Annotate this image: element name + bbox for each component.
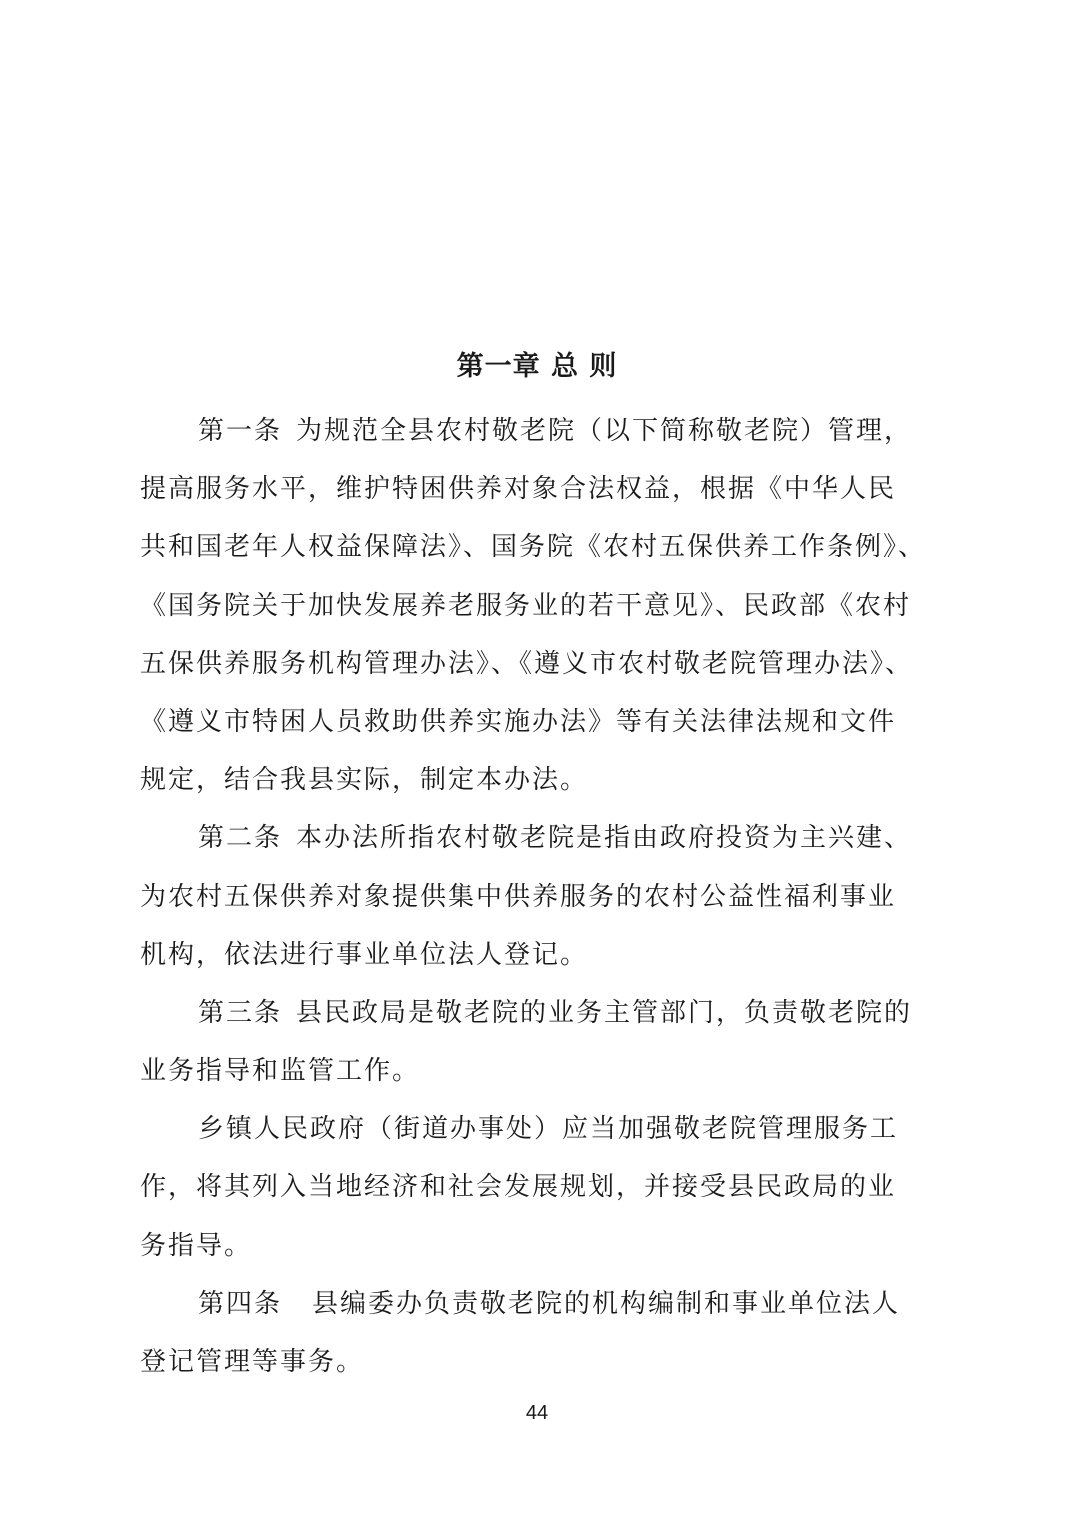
- page-number: 44: [525, 1402, 549, 1424]
- article-3-label: 第三条: [198, 997, 283, 1028]
- article-3-para-2-line-3: 务指导。: [140, 1230, 253, 1261]
- article-1-line-3: 共和国老年人权益保障法》、国务院《农村五保供养工作条例》、: [140, 532, 927, 563]
- article-1-line-7: 规定，结合我县实际，制定本办法。: [140, 765, 589, 796]
- article-3-line-1: 第三条 县民政局是敬老院的业务主管部门，负责敬老院的: [198, 997, 913, 1028]
- article-1-line-1: 第一条 为规范全县农村敬老院（以下简称敬老院）管理，: [198, 416, 913, 446]
- article-2-line-1: 第二条 本办法所指农村敬老院是指由政府投资为主兴建、: [198, 823, 913, 854]
- document-body: [140, 402, 930, 1391]
- article-1-line-6: 《遵义市特困人员救助供养实施办法》等有关法律法规和文件: [140, 706, 897, 737]
- article-3-para-2-line-2: 作，将其列入当地经济和社会发展规划，并接受县民政局的业: [140, 1172, 897, 1203]
- article-2-label: 第二条: [198, 823, 283, 854]
- article-1-line-5: 五保供养服务机构管理办法》、《遵义市农村敬老院管理办法》、: [140, 648, 914, 679]
- article-4-label: 第四条: [198, 1288, 283, 1319]
- article-4-line-2: 登记管理等事务。: [140, 1347, 365, 1377]
- article-4-line-1: 第四条 县编委办负责敬老院的机构编制和事业单位法人: [198, 1288, 901, 1319]
- article-1-label: 第一条: [198, 416, 283, 446]
- article-1-line-4: 《国务院关于加快发展养老服务业的若干意见》、民政部《农村: [140, 590, 912, 621]
- article-3-para-2-line-1: 乡镇人民政府（街道办事处）应当加强敬老院管理服务工: [198, 1114, 899, 1145]
- article-3-line-2: 业务指导和监管工作。: [140, 1056, 421, 1087]
- article-2-line-3: 机构，依法进行事业单位法人登记。: [140, 939, 589, 970]
- article-2-line-2: 为农村五保供养对象提供集中供养服务的农村公益性福利事业: [140, 881, 897, 912]
- chapter-title: 第一章 总 则: [456, 351, 618, 382]
- article-1-line-2: 提高服务水平，维护特困供养对象合法权益，根据《中华人民: [140, 474, 897, 505]
